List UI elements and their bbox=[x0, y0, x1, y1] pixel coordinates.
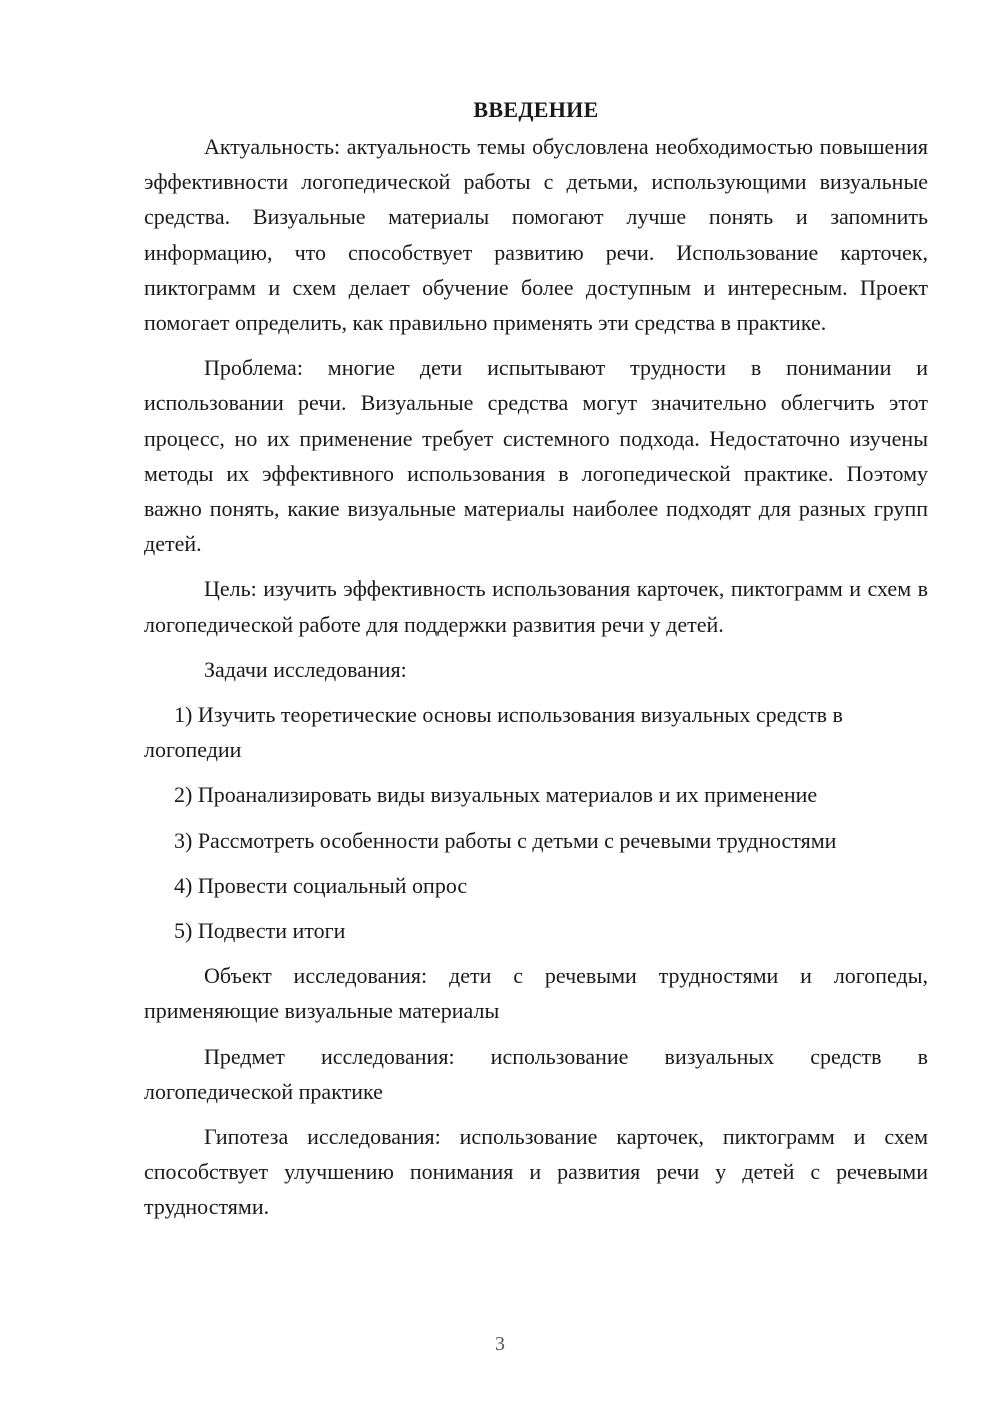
paragraph-problem: Проблема: многие дети испытывают трудности в понимании и использовании речи. Визуальные средства могут значительно облегчить этот процесс, но их применение требует системного подхода. Недостаточно изучены методы их эффективного использования в логопедической практике. Поэтому важно понять, какие визуальные материалы наиболее подходят для разных групп детей. bbox=[144, 355, 928, 557]
task-item-1: 1) Изучить теоретические основы использования визуальных средств в логопедии bbox=[144, 702, 843, 763]
page-content bbox=[144, 92, 928, 1235]
page-number: 3 bbox=[495, 1333, 505, 1355]
paragraph-hypothesis: Гипотеза исследования: использование карточек, пиктограмм и схем способствует улучшению понимания и развития речи у детей с речевыми трудностями. bbox=[144, 1124, 928, 1220]
task-item-3: 3) Рассмотреть особенности работы с детьми с речевыми трудностями bbox=[174, 827, 837, 853]
paragraph-tasks-heading: Задачи исследования: bbox=[204, 656, 407, 682]
task-item-4: 4) Провести социальный опрос bbox=[174, 872, 468, 898]
paragraph-goal: Цель: изучить эффективность использования карточек, пиктограмм и схем в логопедической работе для поддержки развития речи у детей. bbox=[144, 576, 928, 637]
section-heading: ВВЕДЕНИЕ bbox=[473, 97, 599, 122]
paragraph-object: Объект исследования: дети с речевыми трудностями и логопеды, применяющие визуальные материалы bbox=[144, 963, 928, 1024]
paragraph-relevance: Актуальность: актуальность темы обусловлена необходимостью повышения эффективности логопедической работы с детьми, использующими визуальные средства. Визуальные материалы помогают лучше понять и запомнить информацию, что способствует развитию речи. Использование карточек, пиктограмм и схем делает обучение более доступным и интересным. Проект помогает определить, как правильно применять эти средства в практике. bbox=[144, 134, 928, 336]
task-item-5: 5) Подвести итоги bbox=[174, 918, 346, 944]
task-item-2: 2) Проанализировать виды визуальных материалов и их применение bbox=[174, 782, 818, 808]
paragraph-subject: Предмет исследования: использование визуальных средств в логопедической практике bbox=[144, 1043, 928, 1104]
